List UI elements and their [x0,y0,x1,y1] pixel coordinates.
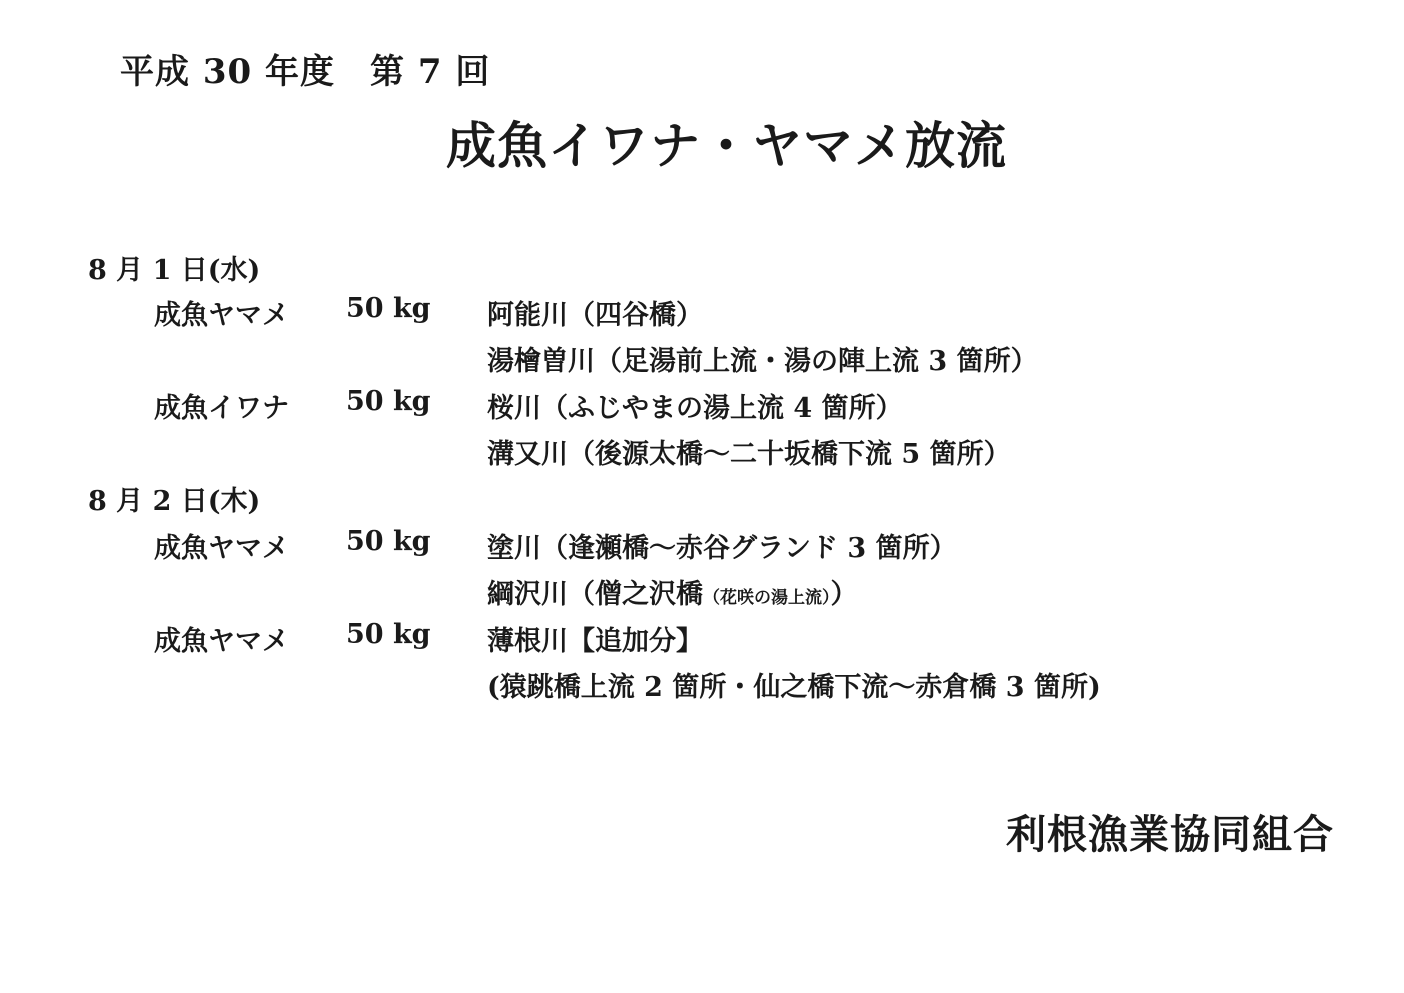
location-main: 綱沢川（僧之沢橋 [487,579,703,610]
fish-name: 成魚ヤマメ [154,533,289,564]
subtitle: 平成 30 年度 第 7 回 [120,52,491,92]
organization-name: 利根漁業協同組合 [1006,811,1334,858]
location: 阿能川（四谷橋） [487,300,703,331]
page-title: 成魚イワナ・ヤマメ放流 [446,116,1007,175]
fish-name: 成魚ヤマメ [154,300,289,331]
location-note: （花咲の湯上流） [703,588,831,608]
amount: 50 kg [346,293,431,324]
location-close: ） [830,579,858,610]
amount: 50 kg [346,386,431,417]
location: 溝又川（後源太橋～二十坂橋下流 5 箇所） [487,439,1011,470]
location: 湯檜曽川（足湯前上流・湯の陣上流 3 箇所） [487,346,1038,377]
amount: 50 kg [346,619,431,650]
location: 桜川（ふじやまの湯上流 4 箇所） [487,393,903,424]
location: 塗川（逢瀬橋～赤谷グランド 3 箇所） [487,533,957,564]
location [487,572,858,611]
date-day1: 8 月 1 日(水) [88,255,261,286]
amount: 50 kg [346,526,431,557]
location: 薄根川【追加分】 [487,626,703,657]
fish-name: 成魚イワナ [154,393,289,424]
fish-name: 成魚ヤマメ [154,626,289,657]
date-day2: 8 月 2 日(木) [88,486,261,517]
location: (猿跳橋上流 2 箇所・仙之橋下流～赤倉橋 3 箇所) [487,672,1101,703]
